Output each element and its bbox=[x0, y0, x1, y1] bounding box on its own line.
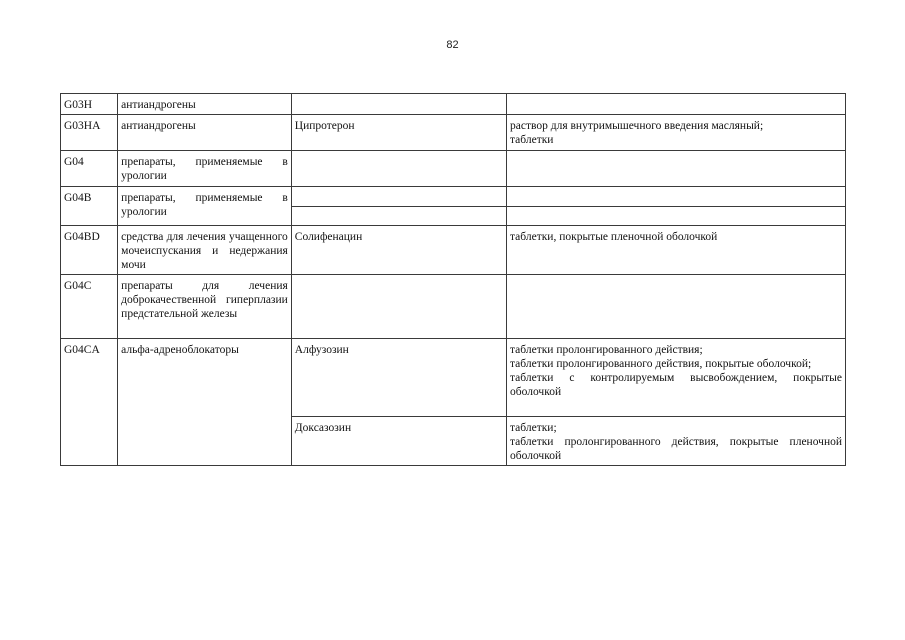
atc-code-cell: G03H bbox=[61, 94, 118, 115]
dosage-form-cell bbox=[507, 339, 846, 417]
drug-name-cell: Солифенацин bbox=[291, 226, 506, 275]
dosage-form-cell bbox=[507, 207, 846, 226]
group-name-cell: препараты для лечения доброкачественной гиперплазии предстательной железы bbox=[118, 275, 292, 339]
dosage-form-line: таблетки, покрытые пленочной оболочкой bbox=[510, 231, 718, 243]
dosage-form-line: таблетки пролонгированного действия, покрытые оболочкой; bbox=[510, 358, 812, 370]
table-row bbox=[61, 94, 846, 115]
drug-name-cell bbox=[291, 94, 506, 115]
table-row bbox=[61, 275, 846, 339]
group-name-cell: антиандрогены bbox=[118, 94, 292, 115]
drug-name-cell: Доксазозин bbox=[291, 417, 506, 466]
dosage-form-line: таблетки пролонгированного действия; bbox=[510, 344, 703, 356]
group-name-cell: препараты, применяемые в урологии bbox=[118, 187, 292, 226]
group-name-cell: средства для лечения учащенного мочеиспускания и недержания мочи bbox=[118, 226, 292, 275]
dosage-form-line: таблетки с контролируемым высвобождением, покрытые оболочкой bbox=[510, 372, 842, 398]
atc-code-cell: G03HA bbox=[61, 115, 118, 151]
drug-name-cell bbox=[291, 187, 506, 207]
drug-name-cell bbox=[291, 275, 506, 339]
drug-name-cell: Алфузозин bbox=[291, 339, 506, 417]
dosage-form-line: таблетки пролонгированного действия, покрытые пленочной оболочкой bbox=[510, 436, 842, 462]
table-row bbox=[61, 151, 846, 187]
dosage-form-line: раствор для внутримышечного введения масляный; bbox=[510, 120, 764, 132]
group-name-cell: альфа-адреноблокаторы bbox=[118, 339, 292, 466]
atc-code-cell: G04B bbox=[61, 187, 118, 226]
group-name-cell: антиандрогены bbox=[118, 115, 292, 151]
dosage-form-line: таблетки; bbox=[510, 422, 557, 434]
atc-code-cell: G04C bbox=[61, 275, 118, 339]
dosage-form-cell bbox=[507, 226, 846, 275]
table-row bbox=[61, 226, 846, 275]
atc-code-cell: G04BD bbox=[61, 226, 118, 275]
atc-code-cell: G04 bbox=[61, 151, 118, 187]
dosage-form-cell bbox=[507, 94, 846, 115]
table-row bbox=[61, 187, 846, 207]
drug-name-cell bbox=[291, 207, 506, 226]
dosage-form-line: таблетки bbox=[510, 134, 554, 146]
drug-name-cell: Ципротерон bbox=[291, 115, 506, 151]
drug-classification-table bbox=[60, 93, 846, 466]
group-name-cell: препараты, применяемые в урологии bbox=[118, 151, 292, 187]
table-row bbox=[61, 115, 846, 151]
dosage-form-cell bbox=[507, 187, 846, 207]
drug-name-cell bbox=[291, 151, 506, 187]
dosage-form-cell bbox=[507, 275, 846, 339]
page-number: 82 bbox=[446, 39, 459, 51]
dosage-form-cell bbox=[507, 417, 846, 466]
table-row bbox=[61, 339, 846, 417]
dosage-form-cell bbox=[507, 115, 846, 151]
atc-code-cell: G04CA bbox=[61, 339, 118, 466]
dosage-form-cell bbox=[507, 151, 846, 187]
